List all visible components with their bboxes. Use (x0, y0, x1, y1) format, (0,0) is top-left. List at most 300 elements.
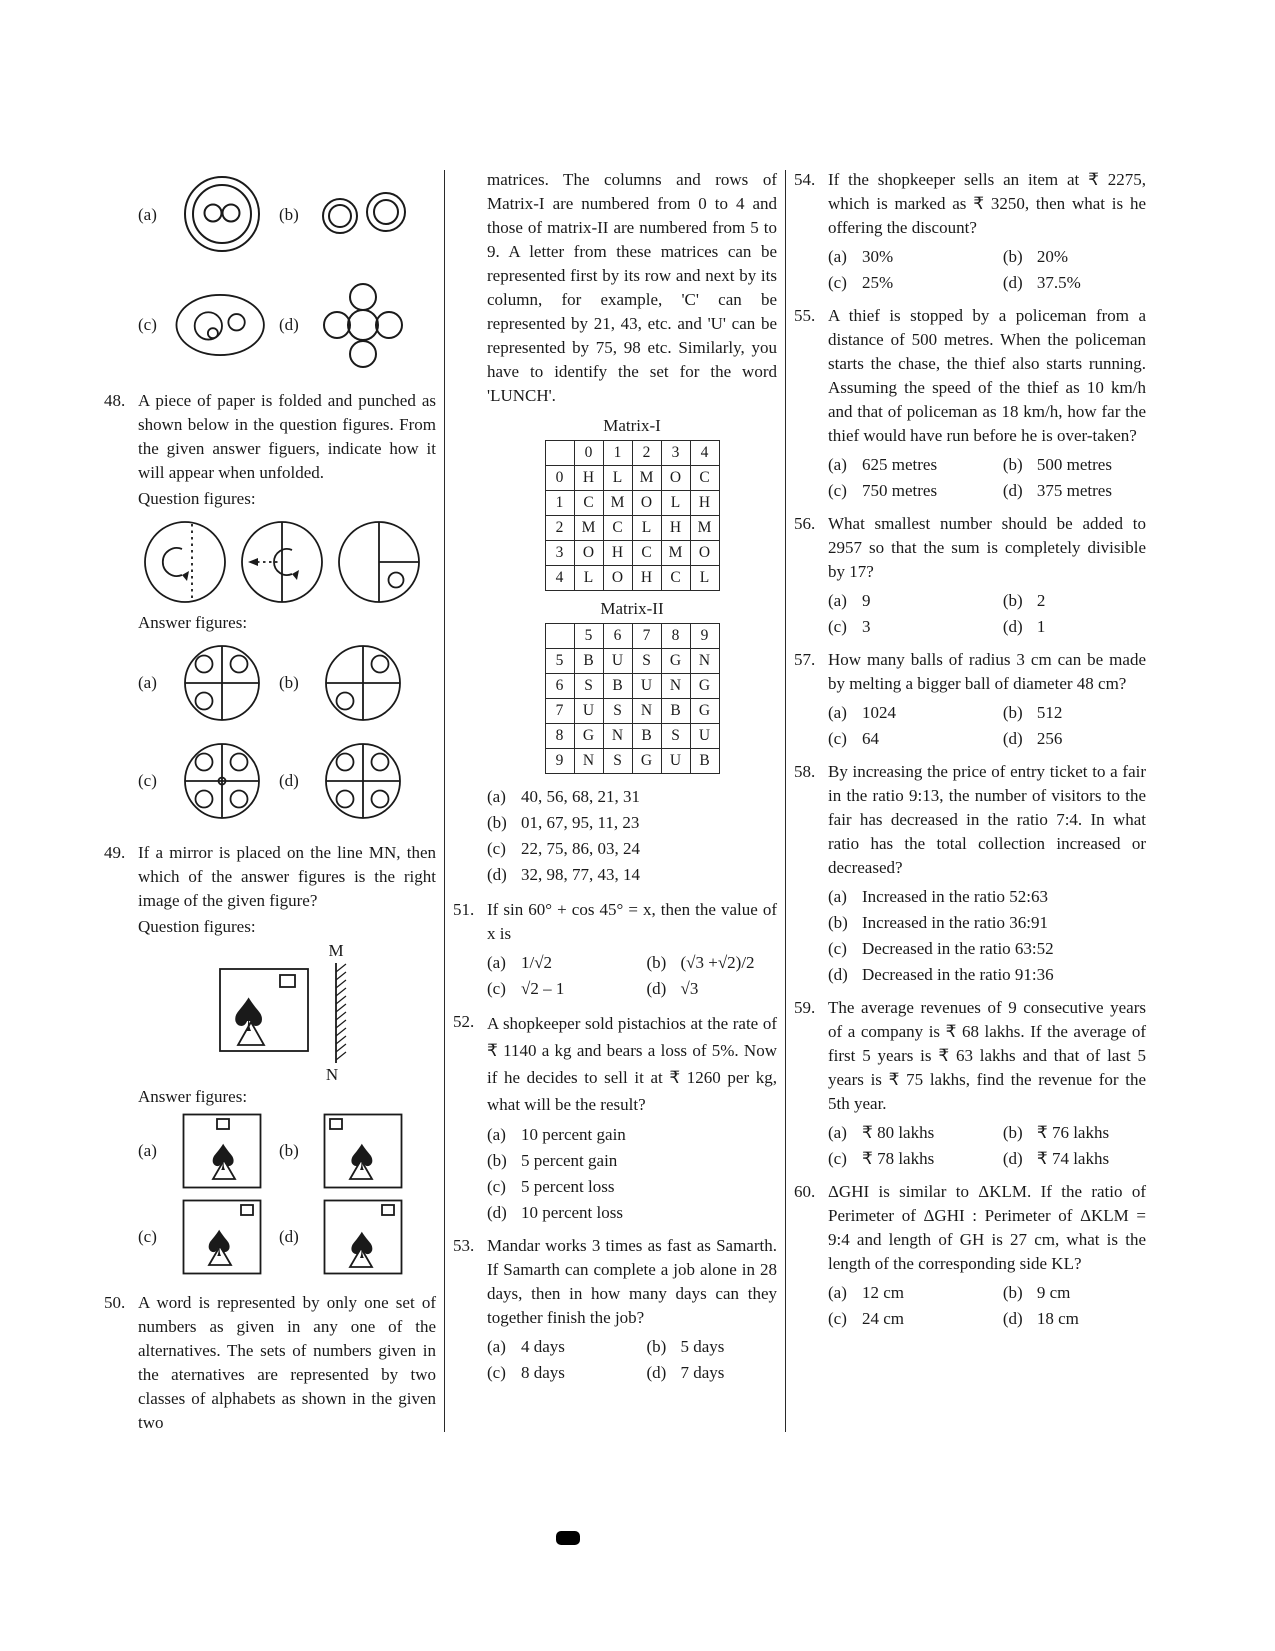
matrix-cell: S (632, 649, 661, 674)
question-56-number: 56. (794, 514, 816, 533)
option-text: 512 (1036, 703, 1063, 722)
option-label: (a) (828, 455, 847, 474)
figure-cell (312, 639, 414, 727)
option-text: 8 days (521, 1363, 565, 1382)
figure-label-c: (c) (138, 1227, 157, 1246)
unfolded-circle-figure-c (178, 737, 266, 825)
spade-shape: ♠ (345, 1138, 378, 1179)
option-label: (d) (1002, 1149, 1023, 1168)
matrix-cell: M (603, 491, 632, 516)
option-c (487, 1360, 647, 1386)
option-text: 375 metres (1036, 481, 1112, 500)
folded-circle-figure-1 (138, 515, 232, 609)
figure-label-d: (d) (279, 315, 299, 334)
option-text: (√3 +√2)/2 (680, 953, 755, 972)
option-b (1003, 244, 1146, 270)
punch-hole (196, 693, 213, 710)
option-text: 750 metres (862, 481, 938, 500)
figure-cell (171, 737, 273, 825)
option-label: (c) (828, 1149, 847, 1168)
question-48 (104, 389, 436, 835)
matrix-cell: 0 (545, 466, 574, 491)
option-label: (b) (1002, 591, 1023, 610)
question-48-text: A piece of paper is folded and punched as shown below in the question figures. From the given answer figuers, indicate how it will appear when unfolded. (138, 391, 436, 482)
matrix-cell: C (661, 566, 690, 591)
matrix-header-row (545, 624, 719, 649)
option-text: 64 (862, 729, 879, 748)
option-d (1003, 726, 1146, 752)
option-text: Increased in the ratio 36:91 (862, 913, 1048, 932)
question-54-options (828, 244, 1146, 296)
option-c (828, 1146, 1003, 1172)
matrix-cell: 8 (545, 724, 574, 749)
matrix-cell: H (661, 516, 690, 541)
prev-question-answer-figures-row-2 (138, 271, 436, 379)
option-a (828, 700, 1003, 726)
option-label: (c) (487, 979, 506, 998)
matrix-cell: G (690, 674, 719, 699)
option-text: 4 days (521, 1337, 565, 1356)
figure-cell (171, 1199, 273, 1275)
option-label: (d) (1002, 729, 1023, 748)
option-label: (b) (1002, 455, 1023, 474)
option-label: (b) (1002, 1283, 1023, 1302)
option-b (647, 1334, 778, 1360)
option-label: (b) (487, 813, 507, 832)
option-text: 1/√2 (521, 953, 553, 972)
punch-hole (196, 754, 213, 771)
matrix-cell (545, 624, 574, 649)
option-c (487, 836, 777, 862)
question-49 (104, 841, 436, 1285)
matrix-cell: 5 (545, 649, 574, 674)
matrix-cell: H (632, 566, 661, 591)
matrix-cell: U (632, 674, 661, 699)
question-figures-heading: Question figures: (138, 917, 256, 936)
question-57 (794, 648, 1146, 754)
option-label: (a) (828, 247, 847, 266)
question-51-number: 51. (453, 900, 475, 919)
matrix-cell: 2 (632, 441, 661, 466)
matrix-cell: B (574, 649, 603, 674)
nested-circles-figure (180, 172, 265, 257)
option-text: 5 days (680, 1337, 725, 1356)
matrix-2-table (545, 623, 720, 774)
option-a (828, 1120, 1003, 1146)
question-50-text-continued: matrices. The columns and rows of Matrix-I are numbered from 0 to 4 and those of matrix-II are numbered from 5 to 9. A letter from these matrices can be represented first by its row and next by its column, for example, 'C' can be represented by 21, 43, etc. and 'U' can be represented by 75, 98 etc. Similarly, you have to identify the set for the word 'LUNCH'. (487, 170, 777, 405)
arrowhead (248, 558, 258, 566)
matrix-cell: 9 (690, 624, 719, 649)
question-50-number: 50. (104, 1293, 126, 1312)
figure-cell (312, 180, 414, 250)
option-label: (a) (828, 887, 847, 906)
matrix-cell: B (661, 699, 690, 724)
matrix-cell: S (661, 724, 690, 749)
question-57-number: 57. (794, 650, 816, 669)
matrix-row (545, 516, 719, 541)
figure-label-d: (d) (279, 771, 299, 790)
option-text: 01, 67, 95, 11, 23 (521, 813, 640, 832)
option-a (487, 1334, 647, 1360)
question-52-text: A shopkeeper sold pistachios at the rate of ₹ 1140 a kg and bears a loss of 5%. Now if he decides to sell it at ₹ 1260 per kg, what will be the result? (487, 1014, 777, 1114)
question-50-text: A word is represented by only one set of numbers as given in any one of the alternatives. The sets of numbers given in the aternatives are represented by two classes of alphabets as shown in the given two (138, 1293, 436, 1432)
matrix-cell: L (603, 466, 632, 491)
punch-hole (337, 693, 354, 710)
option-label: (a) (828, 591, 847, 610)
folded-circle-figure-2 (235, 515, 329, 609)
answer-figures-heading: Answer figures: (138, 613, 248, 632)
ellipse-circles-figure (171, 283, 273, 367)
punch-hole (372, 791, 389, 808)
matrix-cell: L (690, 566, 719, 591)
matrix-row (545, 724, 719, 749)
matrix-cell: C (690, 466, 719, 491)
matrix-1-title: Matrix-I (603, 416, 661, 435)
option-d (1003, 614, 1146, 640)
option-text: 2 (1036, 591, 1046, 610)
matrix-cell: G (690, 699, 719, 724)
question-49-number: 49. (104, 843, 126, 862)
question-51-text: If sin 60° + cos 45° = x, then the value of x is (487, 900, 777, 943)
option-b (828, 910, 1146, 936)
figure-label-a: (a) (138, 204, 157, 224)
option-b (1003, 1120, 1146, 1146)
mirror-answer-figure-d (323, 1199, 403, 1275)
matrix-cell: N (661, 674, 690, 699)
matrix-cell: H (574, 466, 603, 491)
double-rings-figure (313, 180, 413, 250)
option-c (828, 614, 1003, 640)
option-a (828, 884, 1146, 910)
option-b (1003, 700, 1146, 726)
matrix-row (545, 491, 719, 516)
option-text: 32, 98, 77, 43, 14 (521, 865, 640, 884)
option-label: (c) (828, 481, 847, 500)
question-48-answer-figures-row-1 (138, 639, 436, 727)
figure-label-c: (c) (138, 315, 157, 334)
question-58 (794, 760, 1146, 990)
matrix-cell: B (690, 749, 719, 774)
question-59-number: 59. (794, 998, 816, 1017)
question-51-options (487, 950, 777, 1002)
column-right (794, 168, 1146, 1340)
option-c (828, 478, 1003, 504)
option-text: ₹ 80 lakhs (862, 1123, 935, 1142)
option-text: Decreased in the ratio 63:52 (862, 939, 1054, 958)
question-59-options (828, 1120, 1146, 1172)
punch-hole (337, 754, 354, 771)
option-a (828, 588, 1003, 614)
spade-shape: ♠ (203, 1224, 236, 1265)
option-label: (b) (1002, 247, 1023, 266)
option-text: Decreased in the ratio 91:36 (862, 965, 1054, 984)
question-54-number: 54. (794, 170, 816, 189)
small-square (217, 1119, 229, 1129)
matrix-cell: U (574, 699, 603, 724)
option-d (1003, 270, 1146, 296)
option-label: (c) (828, 273, 847, 292)
matrix-cell: M (574, 516, 603, 541)
option-b (1003, 452, 1146, 478)
matrix-cell: M (632, 466, 661, 491)
figure-cell (312, 271, 414, 379)
spade-shape: ♠ (345, 1226, 378, 1267)
option-label: (b) (1002, 1123, 1023, 1142)
matrix-cell: B (603, 674, 632, 699)
option-label: (d) (1002, 1309, 1023, 1328)
option-c (487, 976, 647, 1002)
question-60-number: 60. (794, 1182, 816, 1201)
option-label: (d) (487, 865, 507, 884)
option-a (828, 452, 1003, 478)
matrix-row (545, 749, 719, 774)
option-label: (d) (1002, 617, 1023, 636)
option-label: (d) (828, 965, 848, 984)
question-49-question-figure (198, 941, 436, 1083)
question-54-text: If the shopkeeper sells an item at ₹ 2275, which is marked as ₹ 3250, then what is he offering the discount? (828, 170, 1146, 237)
question-60-options (828, 1280, 1146, 1332)
option-label: (a) (487, 787, 506, 806)
question-53-text: Mandar works 3 times as fast as Samarth. If Samarth can complete a job alone in 28 days, then in how many days can they together finish the job? (487, 1236, 777, 1327)
unfolded-circle-figure-b (319, 639, 407, 727)
option-c (828, 270, 1003, 296)
mirror-answer-figure-a (182, 1113, 262, 1189)
matrix-cell: M (690, 516, 719, 541)
matrix-cell: B (632, 724, 661, 749)
spade-shape: ♠ (228, 988, 270, 1042)
option-text: 3 (862, 617, 871, 636)
option-text: 1024 (862, 703, 896, 722)
punched-circle-figure (332, 515, 426, 609)
matrix-cell: U (690, 724, 719, 749)
option-text: 22, 75, 86, 03, 24 (521, 839, 640, 858)
question-50-continuation (453, 168, 777, 888)
option-label: (b) (828, 913, 848, 932)
question-52-number: 52. (453, 1012, 475, 1031)
question-55-text: A thief is stopped by a policeman from a distance of 500 metres. When the policeman starts the chase, the thief also starts running. Assuming the speed of the thief as 10 km/h and that of policeman as 18 km/h, how far the thief would have run before he is over-taken? (828, 306, 1146, 445)
option-text: 18 cm (1036, 1309, 1079, 1328)
matrix-cell: O (632, 491, 661, 516)
arrowhead (292, 570, 299, 580)
column-middle (453, 168, 777, 1394)
question-58-options (828, 884, 1146, 988)
option-c (828, 1306, 1003, 1332)
mirror-label-m: M (328, 941, 344, 960)
matrix-cell: 6 (545, 674, 574, 699)
matrix-cell: 1 (603, 441, 632, 466)
option-a (487, 950, 647, 976)
matrix-row (545, 649, 719, 674)
question-59 (794, 996, 1146, 1174)
option-label: (a) (828, 703, 847, 722)
matrix-cell: S (603, 749, 632, 774)
option-text: 20% (1036, 247, 1069, 266)
punch-hole (231, 754, 248, 771)
option-label: (d) (646, 1363, 667, 1382)
question-55-options (828, 452, 1146, 504)
option-text: ₹ 78 lakhs (862, 1149, 935, 1168)
small-square (280, 975, 295, 987)
figure-label-b: (b) (279, 204, 299, 224)
option-text: 30% (862, 247, 894, 266)
matrix-cell: 3 (661, 441, 690, 466)
option-label: (a) (487, 953, 506, 972)
question-55-number: 55. (794, 306, 816, 325)
matrix-cell: 2 (545, 516, 574, 541)
option-text: 5 percent gain (521, 1151, 618, 1170)
option-label: (d) (1002, 481, 1023, 500)
matrix-cell: 4 (690, 441, 719, 466)
punch-hole (372, 754, 389, 771)
fold-arrow (163, 548, 182, 576)
option-label: (a) (828, 1283, 847, 1302)
option-text: 500 metres (1036, 455, 1112, 474)
punch-hole (372, 656, 389, 673)
figure-cell (171, 1113, 273, 1189)
matrix-cell: N (690, 649, 719, 674)
option-label: (c) (828, 1309, 847, 1328)
option-d (647, 1360, 778, 1386)
option-text: 256 (1036, 729, 1063, 748)
option-a (828, 1280, 1003, 1306)
figure-cell (312, 1113, 414, 1189)
small-square (241, 1205, 253, 1215)
figure-label-c: (c) (138, 771, 157, 790)
question-57-text: How many balls of radius 3 cm can be made by melting a bigger ball of diameter 48 cm? (828, 650, 1146, 693)
question-53-number: 53. (453, 1236, 475, 1255)
question-50-options (487, 784, 777, 888)
matrix-cell: U (603, 649, 632, 674)
question-48-question-figures (138, 515, 436, 609)
option-label: (b) (646, 953, 667, 972)
matrix-row (545, 674, 719, 699)
matrix-row (545, 566, 719, 591)
option-text: 625 metres (862, 455, 938, 474)
option-label: (b) (646, 1337, 667, 1356)
question-48-answer-figures-row-2 (138, 737, 436, 825)
question-52-options (487, 1122, 777, 1226)
figure-label-a: (a) (138, 1141, 157, 1160)
mirror-label-n: N (325, 1065, 339, 1083)
matrix-cell: 9 (545, 749, 574, 774)
option-b (487, 810, 777, 836)
option-text: √2 – 1 (521, 979, 565, 998)
punch-hole (337, 791, 354, 808)
question-56-text: What smallest number should be added to 2957 so that the sum is completely divisible by 17? (828, 514, 1146, 581)
column-left (104, 168, 436, 1441)
option-c (828, 726, 1003, 752)
figure-cell (171, 172, 273, 257)
question-58-text: By increasing the price of entry ticket to a fair in the ratio 9:13, the number of visitors to the fair has decreased in the ratio 7:4. In what ratio has the total collection increased or decreased? (828, 762, 1146, 877)
question-53-options (487, 1334, 777, 1386)
small-square (382, 1205, 394, 1215)
matrix-cell: 3 (545, 541, 574, 566)
punch-hole (231, 656, 248, 673)
matrix-cell: U (661, 749, 690, 774)
prev-question-answer-figures-row-1 (138, 172, 436, 257)
matrix-cell: G (574, 724, 603, 749)
matrix-cell: 0 (574, 441, 603, 466)
matrix-cell: 7 (632, 624, 661, 649)
question-53 (453, 1234, 777, 1388)
figure-cell (312, 737, 414, 825)
matrix-cell: M (661, 541, 690, 566)
option-b (487, 1148, 777, 1174)
matrix-cell: 7 (545, 699, 574, 724)
option-d (647, 976, 778, 1002)
option-text: 10 percent gain (521, 1125, 626, 1144)
column-divider-2 (785, 170, 786, 1432)
option-label: (d) (1002, 273, 1023, 292)
option-d (487, 862, 777, 888)
mirror-hatching (336, 964, 346, 1060)
question-48-number: 48. (104, 391, 126, 410)
option-label: (c) (828, 939, 847, 958)
option-text: 9 cm (1036, 1283, 1071, 1302)
option-label: (b) (487, 1151, 507, 1170)
option-label: (c) (828, 617, 847, 636)
matrix-1-table (545, 440, 720, 591)
option-c (828, 936, 1146, 962)
matrix-cell: G (661, 649, 690, 674)
option-label: (c) (487, 1177, 506, 1196)
matrix-cell: N (574, 749, 603, 774)
matrix-cell: C (574, 491, 603, 516)
option-text: ₹ 76 lakhs (1036, 1123, 1110, 1142)
question-49-text: If a mirror is placed on the line MN, then which of the answer figures is the right image of the given figure? (138, 843, 436, 910)
matrix-cell: 6 (603, 624, 632, 649)
option-label: (b) (1002, 703, 1023, 722)
matrix-row (545, 466, 719, 491)
unfolded-circle-figure-a (178, 639, 266, 727)
figure-label-b: (b) (279, 673, 299, 692)
option-text: 5 percent loss (521, 1177, 615, 1196)
question-56 (794, 512, 1146, 642)
question-56-options (828, 588, 1146, 640)
option-text: 12 cm (862, 1283, 905, 1302)
matrix-cell: S (603, 699, 632, 724)
question-52 (453, 1010, 777, 1228)
option-label: (d) (646, 979, 667, 998)
answer-figures-heading: Answer figures: (138, 1087, 248, 1106)
option-label: (c) (487, 1363, 506, 1382)
question-49-answer-figures-row-2 (138, 1199, 436, 1275)
option-b (647, 950, 778, 976)
option-d (1003, 478, 1146, 504)
option-label: (c) (487, 839, 506, 858)
circle-cluster-figure (315, 271, 411, 379)
mirror-answer-figure-c (182, 1199, 262, 1275)
matrix-header-row (545, 441, 719, 466)
matrix-2-title: Matrix-II (600, 599, 664, 618)
matrix-cell: S (574, 674, 603, 699)
question-58-number: 58. (794, 762, 816, 781)
matrix-cell: 4 (545, 566, 574, 591)
matrix-cell (545, 441, 574, 466)
punch-hole (196, 791, 213, 808)
arrowhead (182, 571, 189, 581)
option-text: 1 (1036, 617, 1046, 636)
punch-hole (231, 791, 248, 808)
option-text: 40, 56, 68, 21, 31 (521, 787, 640, 806)
option-label: (d) (487, 1203, 507, 1222)
mirror-question-figure (198, 941, 388, 1083)
figure-cell (312, 1199, 414, 1275)
matrix-cell: C (632, 541, 661, 566)
question-60-text: ΔGHI is similar to ΔKLM. If the ratio of Perimeter of ΔGHI : Perimeter of ΔKLM = 9:4 and length of GH is 27 cm, what is the length of the corresponding side KL? (828, 1182, 1146, 1273)
option-b (1003, 1280, 1146, 1306)
question-figures-heading: Question figures: (138, 489, 256, 508)
